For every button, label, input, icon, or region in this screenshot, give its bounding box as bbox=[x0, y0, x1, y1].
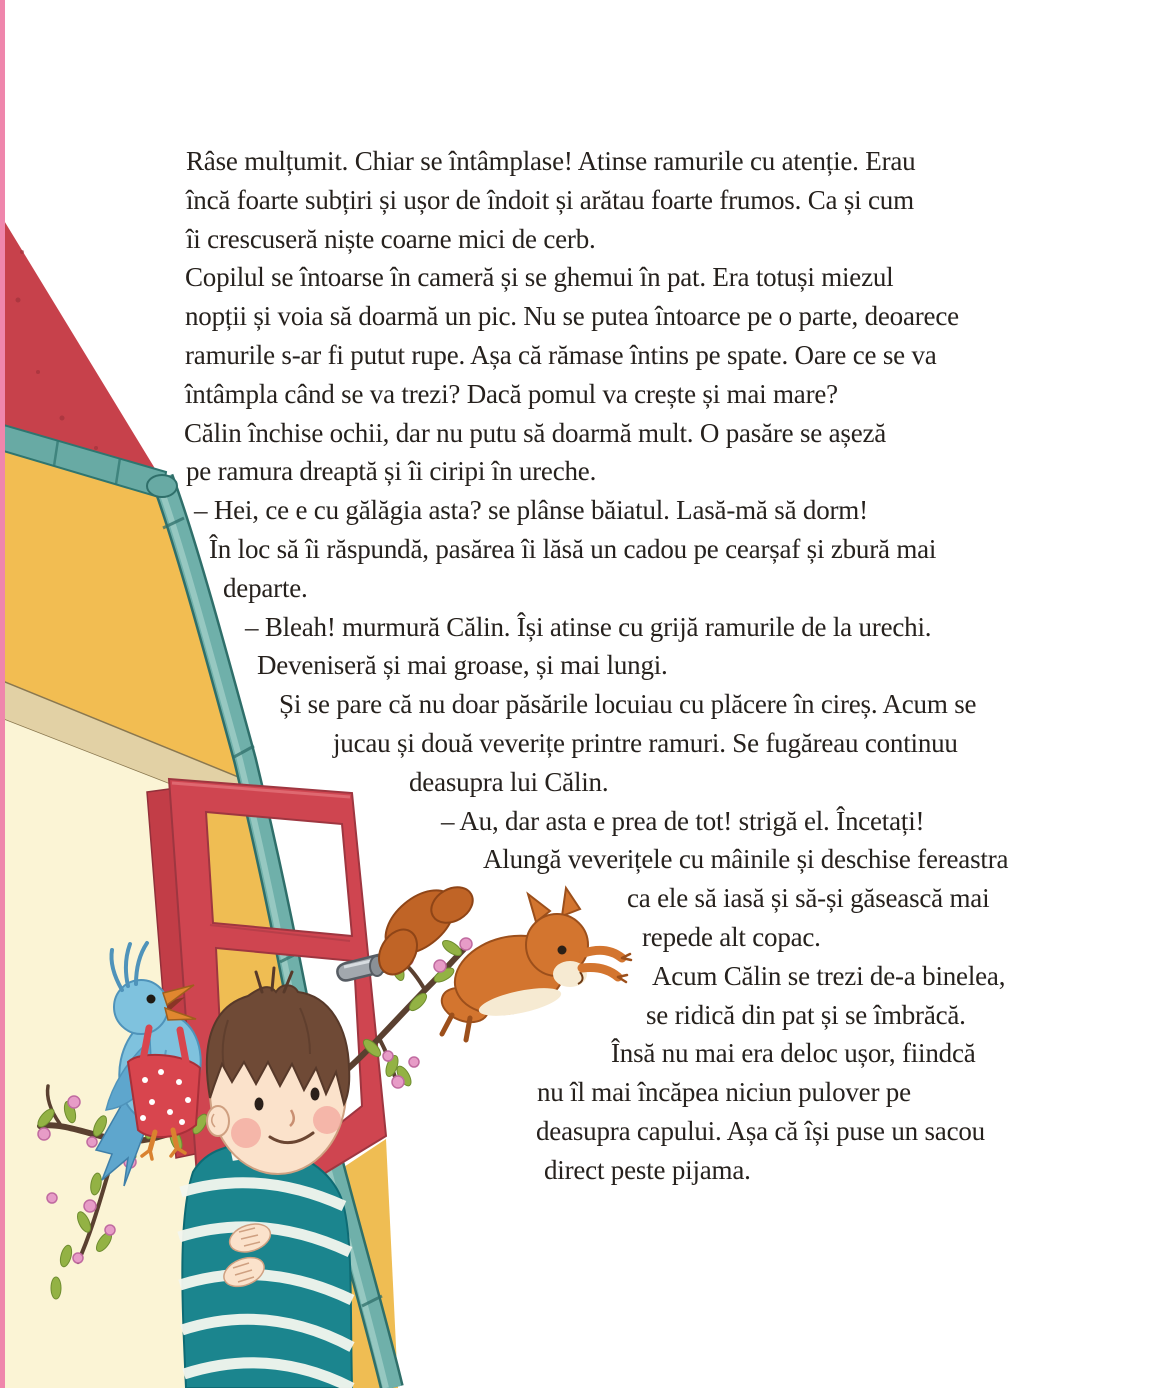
story-line: Deveniseră și mai groase, și mai lungi. bbox=[257, 650, 668, 680]
story-line: întâmpla când se va trezi? Dacă pomul va crește și mai mare? bbox=[185, 379, 838, 409]
story-line: În loc să îi răspundă, pasărea îi lăsă un cadou pe cearșaf și zbură mai bbox=[209, 534, 937, 564]
story-line: Și se pare că nu doar păsările locuiau cu plăcere în cireș. Acum se bbox=[279, 689, 977, 719]
story-line: jucau și două veverițe printre ramuri. Se fugăreau continuu bbox=[333, 728, 958, 758]
story-line: – Au, dar asta e prea de tot! strigă el. Încetați! bbox=[441, 806, 925, 836]
story-line: deasupra capului. Așa că își puse un sacou bbox=[536, 1116, 985, 1146]
story-line: Copilul se întoarse în cameră și se ghemui în pat. Era totuși miezul bbox=[185, 262, 894, 292]
story-line: – Hei, ce e cu gălăgia asta? se plânse băiatul. Lasă-mă să dorm! bbox=[194, 495, 868, 525]
story-line: îi crescuseră niște coarne mici de cerb. bbox=[186, 224, 596, 254]
story-line: pe ramura dreaptă și îi ciripi în ureche. bbox=[186, 456, 597, 486]
story-line: ca ele să iasă și să-și găsească mai bbox=[627, 883, 990, 913]
story-line: repede alt copac. bbox=[642, 922, 821, 952]
story-line: nopții și voia să doarmă un pic. Nu se putea întoarce pe o parte, deoarece bbox=[185, 301, 959, 331]
story-line: încă foarte subțiri și ușor de îndoit și arătau foarte frumos. Ca și cum bbox=[186, 185, 914, 215]
story-line: – Bleah! murmură Călin. Își atinse cu grijă ramurile de la urechi. bbox=[245, 612, 932, 642]
story-line: nu îl mai încăpea niciun pulover pe bbox=[537, 1077, 911, 1107]
story-line: Râse mulțumit. Chiar se întâmplase! Atinse ramurile cu atenție. Erau bbox=[186, 146, 916, 176]
story-line: departe. bbox=[223, 573, 308, 603]
story-line: Însă nu mai era deloc ușor, fiindcă bbox=[611, 1038, 976, 1068]
story-line: ramurile s-ar fi putut rupe. Așa că rămase întins pe spate. Oare ce se va bbox=[185, 340, 937, 370]
story-line: deasupra lui Călin. bbox=[409, 767, 609, 797]
story-line: direct peste pijama. bbox=[544, 1155, 751, 1185]
story-line: Călin închise ochii, dar nu putu să doarmă mult. O pasăre se așeză bbox=[184, 418, 887, 448]
story-line: se ridică din pat și se îmbrăcă. bbox=[646, 1000, 966, 1030]
story-line: Alungă veverițele cu mâinile și deschise fereastra bbox=[483, 844, 1009, 874]
story-line: Acum Călin se trezi de-a binelea, bbox=[652, 961, 1006, 991]
